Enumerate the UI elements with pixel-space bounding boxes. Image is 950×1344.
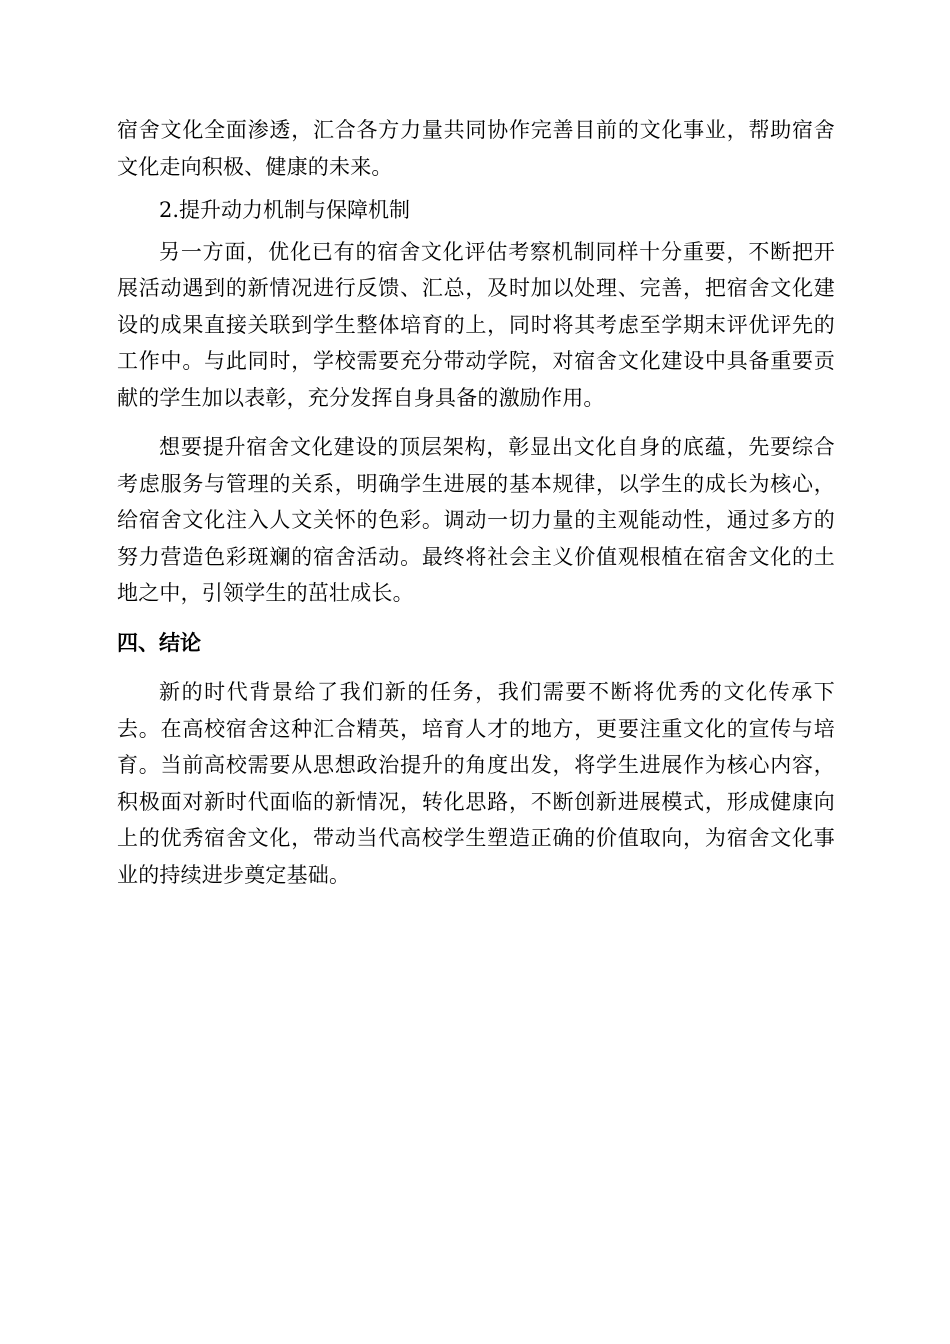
subheading-mechanism: 2.提升动力机制与保障机制 [159,198,411,222]
paragraph-conclusion: 新的时代背景给了我们新的任务，我们需要不断将优秀的文化传承下去。在高校宿舍这种汇合精英，培育人才的地方，更要注重文化的宣传与培育。当前高校需要从思想政治提升的角度出发，将学生进展作为核心内容，积极面对新时代面临的新情况，转化思路，不断创新进展模式，形成健康向上的优秀宿舍文化，带动当代高校学生塑造正确的价值取向，为宿舍文化事业的持续进步奠定基础。 [117,680,835,887]
section-heading-conclusion: 四、结论 [117,630,201,655]
paragraph-evaluation: 另一方面，优化已有的宿舍文化评估考察机制同样十分重要，不断把开展活动遇到的新情况进行反馈、汇总，及时加以处理、完善，把宿舍文化建设的成果直接关联到学生整体培育的上，同时将其考虑至学期末评优评先的工作中。与此同时，学校需要充分带动学院，对宿舍文化建设中具备重要贡献的学生加以表彰，充分发挥自身具备的激励作用。 [117,239,835,410]
paragraph-continuation: 宿舍文化全面渗透，汇合各方力量共同协作完善目前的文化事业，帮助宿舍文化走向积极、健康的未来。 [117,118,835,179]
document-page [117,112,835,893]
paragraph-top-design: 想要提升宿舍文化建设的顶层架构，彰显出文化自身的底蕴，先要综合考虑服务与管理的关系，明确学生进展的基本规律，以学生的成长为核心，给宿舍文化注入人文关怀的色彩。调动一切力量的主观能动性，通过多方的努力营造色彩斑斓的宿舍活动。最终将社会主义价值观根植在宿舍文化的土地之中，引领学生的茁壮成长。 [117,435,835,605]
